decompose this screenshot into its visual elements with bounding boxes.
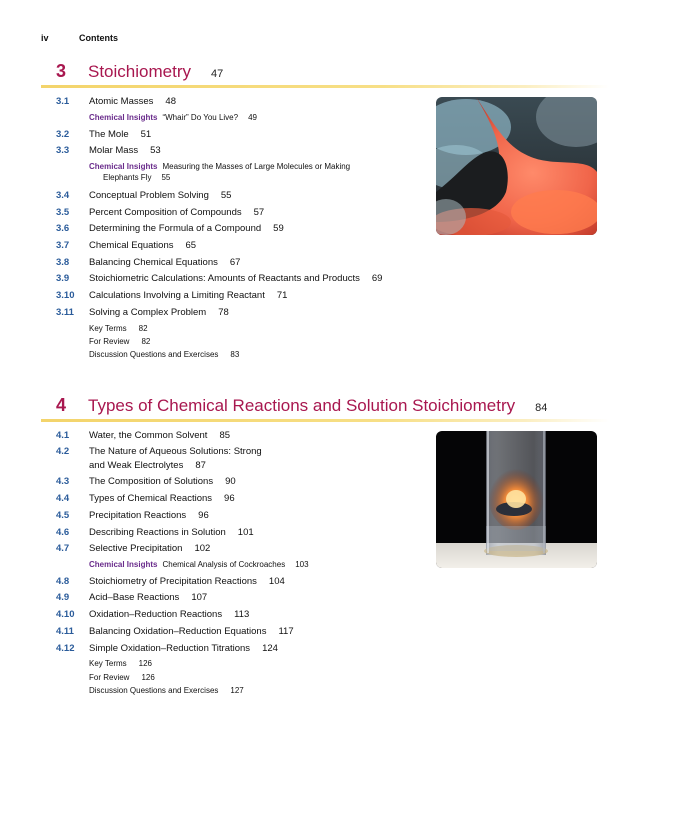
section-number: 4.3 — [56, 476, 70, 487]
page-number: iv — [41, 33, 49, 43]
section-page: 102 — [194, 543, 211, 554]
section-number: 4.12 — [56, 643, 75, 654]
section-number: 4.9 — [56, 592, 70, 603]
insight-label: Chemical Insights — [89, 113, 158, 122]
section-page: 71 — [276, 290, 288, 301]
section-title: Atomic Masses — [89, 96, 154, 107]
chemical-insight[interactable] — [89, 559, 309, 570]
section-title: Conceptual Problem Solving — [89, 190, 209, 201]
section-page: 69 — [371, 273, 383, 284]
section-title: Balancing Oxidation–Reduction Equations — [89, 626, 267, 637]
section-title: Precipitation Reactions — [89, 510, 187, 521]
chapter-rule — [41, 419, 609, 422]
insight-label: Chemical Insights — [89, 162, 158, 171]
section-title: The Mole — [89, 129, 129, 140]
end-matter-page: 83 — [230, 350, 240, 359]
section-number: 4.8 — [56, 576, 70, 587]
section-page: 53 — [150, 145, 161, 156]
section-page: 67 — [229, 257, 241, 268]
chapter-number: 4 — [56, 395, 67, 415]
section-number: 4.10 — [56, 609, 75, 620]
insight-page: 55 — [161, 173, 171, 182]
section-title: Simple Oxidation–Reduction Titrations — [89, 643, 251, 654]
insight-title: “Whair” Do You Live? — [162, 113, 239, 122]
section-title: The Nature of Aqueous Solutions: Strong — [89, 446, 262, 457]
section-number: 3.11 — [56, 307, 74, 318]
chemical-insight[interactable] — [89, 112, 257, 123]
section-number: 4.7 — [56, 543, 70, 554]
section-title: Determining the Formula of a Compound — [89, 223, 262, 234]
section-title: Calculations Involving a Limiting Reactant — [89, 290, 265, 301]
section-title: Describing Reactions in Solution — [89, 527, 226, 538]
section-title-cont: and Weak Electrolytes — [89, 460, 184, 471]
section-number: 3.10 — [56, 290, 75, 301]
section-title: Water, the Common Solvent — [89, 430, 208, 441]
section-page: 96 — [198, 510, 209, 521]
section-title: Percent Composition of Compounds — [89, 207, 242, 218]
section-page: 113 — [234, 609, 250, 620]
section-page: 124 — [262, 643, 278, 654]
section-page: 85 — [219, 430, 231, 441]
section-number: 4.11 — [56, 626, 74, 637]
section-page: 117 — [278, 626, 294, 637]
section-page: 78 — [218, 307, 229, 318]
page-header — [41, 33, 118, 43]
section-title: Stoichiometry of Precipitation Reactions — [89, 576, 257, 587]
chapter-page: 84 — [535, 402, 548, 414]
section-title: The Composition of Solutions — [89, 476, 214, 487]
section-number: 3.3 — [56, 145, 70, 156]
insight-page: 49 — [248, 113, 257, 122]
chapter-number: 3 — [56, 61, 67, 81]
section-number: 4.5 — [56, 510, 70, 521]
end-matter-item[interactable] — [89, 686, 244, 695]
section-page: 90 — [225, 476, 236, 487]
chapter-name: Types of Chemical Reactions and Solution Stoichiometry — [88, 396, 516, 415]
section-page: 96 — [224, 493, 235, 504]
end-matter-item[interactable] — [89, 350, 239, 359]
insight-title-cont: Elephants Fly — [103, 173, 152, 182]
section-page: 101 — [237, 527, 254, 538]
section-title: Acid–Base Reactions — [89, 592, 180, 603]
section-number: 4.2 — [56, 446, 70, 457]
section-page: 55 — [220, 190, 232, 201]
end-matter-page: 82 — [141, 337, 151, 346]
volcano-photo — [436, 97, 597, 235]
end-matter-title: Key Terms — [89, 659, 127, 668]
section-number: 3.1 — [56, 96, 70, 107]
section-page: 51 — [140, 129, 152, 140]
chapter-title[interactable] — [56, 395, 547, 416]
end-matter-title: Discussion Questions and Exercises — [89, 686, 219, 695]
end-matter-title: Discussion Questions and Exercises — [89, 350, 219, 359]
section-page: 104 — [268, 576, 285, 587]
end-matter-item[interactable] — [89, 337, 150, 346]
section-title: Oxidation–Reduction Reactions — [89, 609, 223, 620]
section-number: 4.4 — [56, 493, 70, 504]
chapter-name: Stoichiometry — [88, 62, 191, 81]
end-matter-page: 127 — [230, 686, 244, 695]
section-number: 4.1 — [56, 430, 70, 441]
section-number: 3.5 — [56, 207, 70, 218]
end-matter-page: 82 — [138, 324, 148, 333]
section-number: 3.9 — [56, 273, 70, 284]
end-matter-title: Key Terms — [89, 324, 127, 333]
section-title: Balancing Chemical Equations — [89, 257, 218, 268]
section-title: Solving a Complex Problem — [89, 307, 207, 318]
chapter-rule — [41, 85, 609, 88]
section-page: 48 — [165, 96, 176, 107]
end-matter-item[interactable] — [89, 673, 155, 682]
chapter-title[interactable] — [56, 61, 223, 82]
section-number: 3.6 — [56, 223, 70, 234]
insight-title: Chemical Analysis of Cockroaches — [162, 560, 286, 569]
end-matter-item[interactable] — [89, 324, 148, 333]
section-page: 65 — [185, 240, 197, 251]
section-number: 3.7 — [56, 240, 70, 251]
section-title: Chemical Equations — [89, 240, 174, 251]
running-head: Contents — [79, 33, 119, 43]
insight-title: Measuring the Masses of Large Molecules or Making — [162, 162, 351, 171]
section-page: 59 — [273, 223, 284, 234]
chemical-insight[interactable] — [89, 161, 350, 183]
section-page: 57 — [253, 207, 265, 218]
section-number: 4.6 — [56, 527, 70, 538]
insight-label: Chemical Insights — [89, 560, 158, 569]
section-page: 87 — [195, 460, 206, 471]
section-title: Types of Chemical Reactions — [89, 493, 213, 504]
end-matter-title: For Review — [89, 673, 130, 682]
chapter-page: 47 — [210, 68, 224, 80]
section-title: Selective Precipitation — [89, 543, 183, 554]
end-matter-item[interactable] — [89, 659, 152, 668]
beaker-reaction-photo — [436, 431, 597, 568]
end-matter-page: 126 — [141, 673, 155, 682]
section-page: 107 — [191, 592, 208, 603]
end-matter-page: 126 — [138, 659, 152, 668]
section-title: Stoichiometric Calculations: Amounts of Reactants and Products — [89, 273, 360, 284]
end-matter-title: For Review — [89, 337, 130, 346]
section-number: 3.8 — [56, 257, 70, 268]
section-title: Molar Mass — [89, 145, 139, 156]
section-number: 3.4 — [56, 190, 70, 201]
insight-page: 103 — [295, 560, 309, 569]
section-number: 3.2 — [56, 129, 70, 140]
